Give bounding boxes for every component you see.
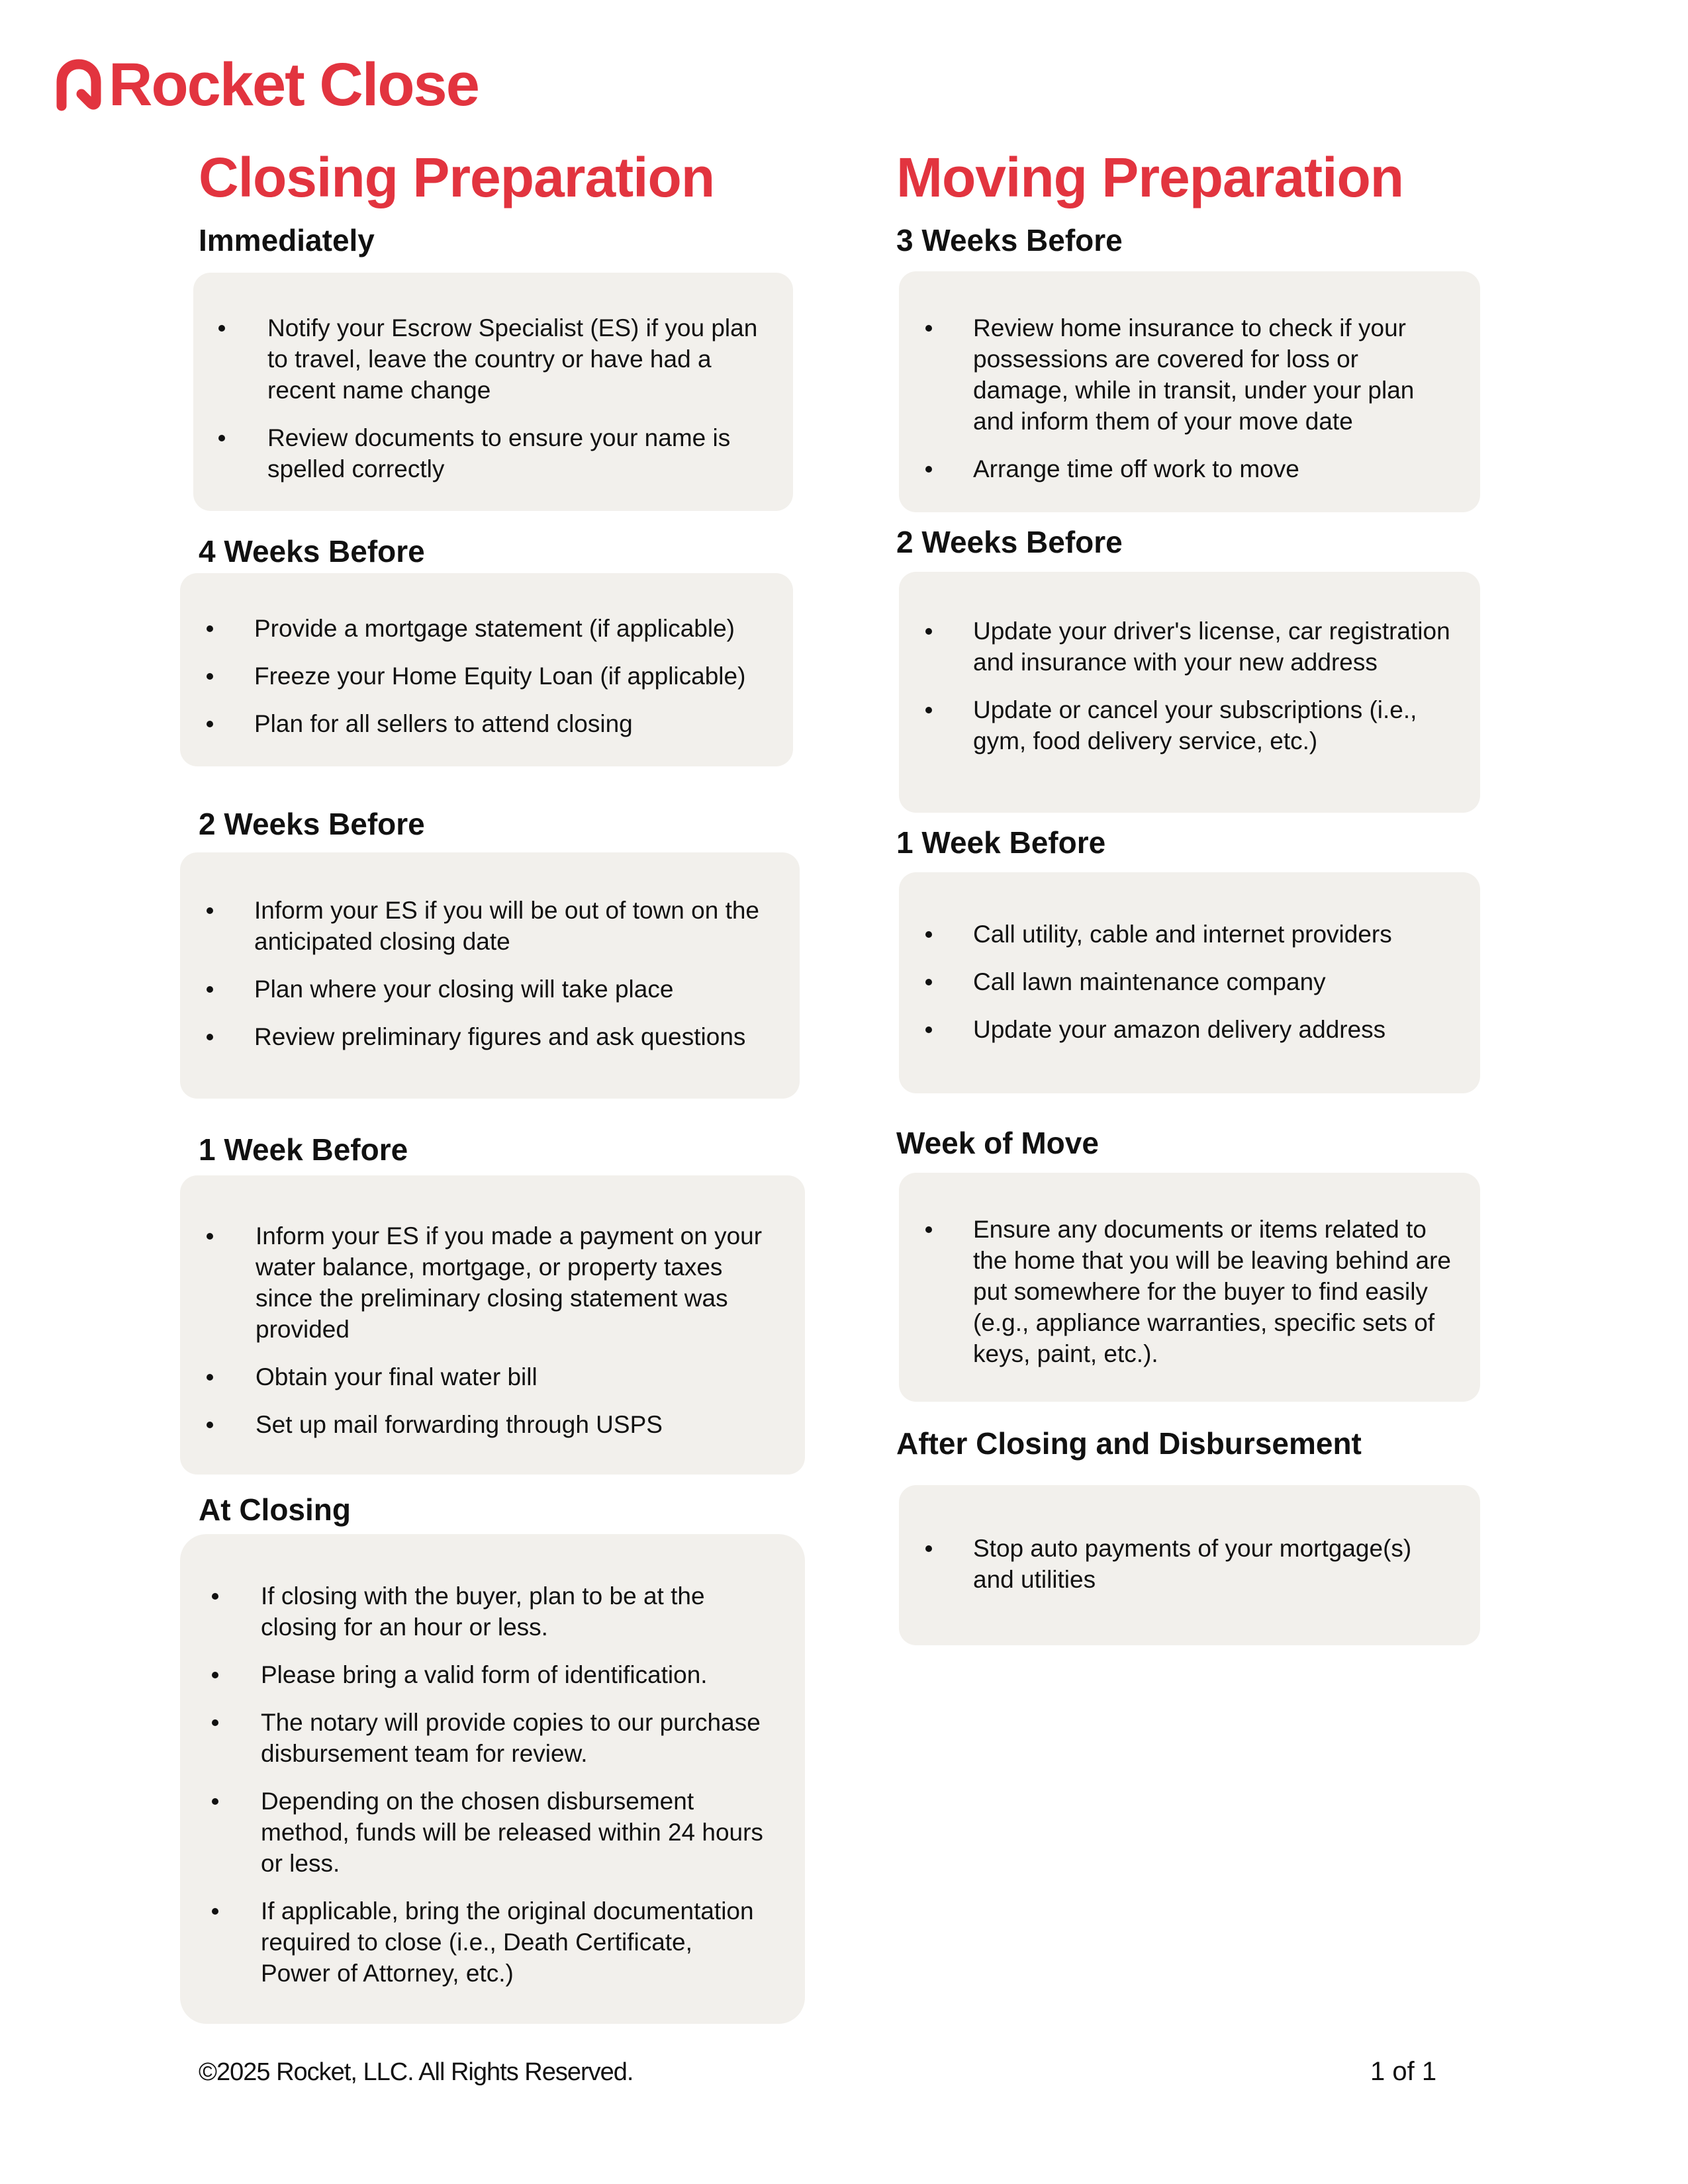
moving-week-of-move-card [899, 1173, 1480, 1402]
list-item: Plan for all sellers to attend closing [180, 708, 780, 739]
closing-1week-card [180, 1175, 805, 1475]
list-item: Update your amazon delivery address [899, 1014, 1454, 1045]
closing-4weeks-card [180, 573, 793, 766]
moving-3weeks-card [899, 271, 1480, 512]
list-item: Please bring a valid form of identification. [180, 1659, 765, 1690]
list-item: Review documents to ensure your name is spelled correctly [193, 422, 767, 484]
list-item: Inform your ES if you will be out of town on the anticipated closing date [180, 895, 782, 957]
moving-2weeks-heading: 2 Weeks Before [896, 525, 1123, 559]
moving-title: Moving Preparation [896, 146, 1404, 208]
closing-2weeks-heading: 2 Weeks Before [199, 807, 425, 841]
list-item: Review home insurance to check if your possessions are covered for loss or damage, while in transit, under your plan and inform them of your move date [899, 312, 1454, 437]
list-item: Call utility, cable and internet providers [899, 919, 1454, 950]
moving-after-closing-heading: After Closing and Disbursement [896, 1426, 1362, 1461]
closing-at-closing-heading: At Closing [199, 1492, 351, 1527]
copyright: ©2025 Rocket, LLC. All Rights Reserved. [199, 2058, 633, 2086]
list-item: Obtain your final water bill [180, 1361, 781, 1392]
list-item: If closing with the buyer, plan to be at the closing for an hour or less. [180, 1580, 765, 1643]
rocket-swoosh-icon [52, 58, 106, 111]
moving-after-closing-card [899, 1485, 1480, 1645]
list-item: Arrange time off work to move [899, 453, 1454, 484]
list-item: Freeze your Home Equity Loan (if applicable) [180, 660, 780, 692]
list-item: Ensure any documents or items related to the home that you will be leaving behind are put somewhere for the buyer to find easily (e.g., appliance warranties, specific sets of keys, paint, etc.). [899, 1214, 1454, 1369]
moving-3weeks-heading: 3 Weeks Before [896, 223, 1123, 257]
moving-1week-card [899, 872, 1480, 1093]
brand-logo [52, 51, 479, 118]
brand-name: Rocket Close [109, 51, 479, 118]
moving-1week-heading: 1 Week Before [896, 825, 1106, 860]
list-item: Stop auto payments of your mortgage(s) and utilities [899, 1533, 1440, 1595]
moving-2weeks-card [899, 572, 1480, 813]
list-item: Set up mail forwarding through USPS [180, 1409, 781, 1440]
list-item: Review preliminary figures and ask questions [180, 1021, 782, 1052]
list-item: Inform your ES if you made a payment on your water balance, mortgage, or property taxes since the preliminary closing statement was provided [180, 1220, 781, 1345]
list-item: If applicable, bring the original documentation required to close (i.e., Death Certificate, Power of Attorney, etc.) [180, 1895, 765, 1989]
page-number: 1 of 1 [1370, 2057, 1437, 2086]
closing-at-closing-card [180, 1534, 805, 2024]
list-item: Call lawn maintenance company [899, 966, 1454, 997]
closing-4weeks-heading: 4 Weeks Before [199, 534, 425, 569]
list-item: Update your driver's license, car registration and insurance with your new address [899, 615, 1454, 678]
list-item: Update or cancel your subscriptions (i.e., gym, food delivery service, etc.) [899, 694, 1454, 756]
list-item: The notary will provide copies to our purchase disbursement team for review. [180, 1707, 765, 1769]
closing-1week-heading: 1 Week Before [199, 1132, 408, 1167]
list-item: Provide a mortgage statement (if applicable) [180, 613, 780, 644]
moving-week-of-move-heading: Week of Move [896, 1126, 1099, 1160]
closing-2weeks-card [180, 852, 800, 1099]
list-item: Plan where your closing will take place [180, 974, 782, 1005]
list-item: Notify your Escrow Specialist (ES) if you plan to travel, leave the country or have had a recent name change [193, 312, 767, 406]
list-item: Depending on the chosen disbursement method, funds will be released within 24 hours or less. [180, 1786, 765, 1879]
closing-title: Closing Preparation [199, 146, 715, 208]
closing-immediately-heading: Immediately [199, 223, 375, 257]
closing-immediately-card [193, 273, 793, 511]
